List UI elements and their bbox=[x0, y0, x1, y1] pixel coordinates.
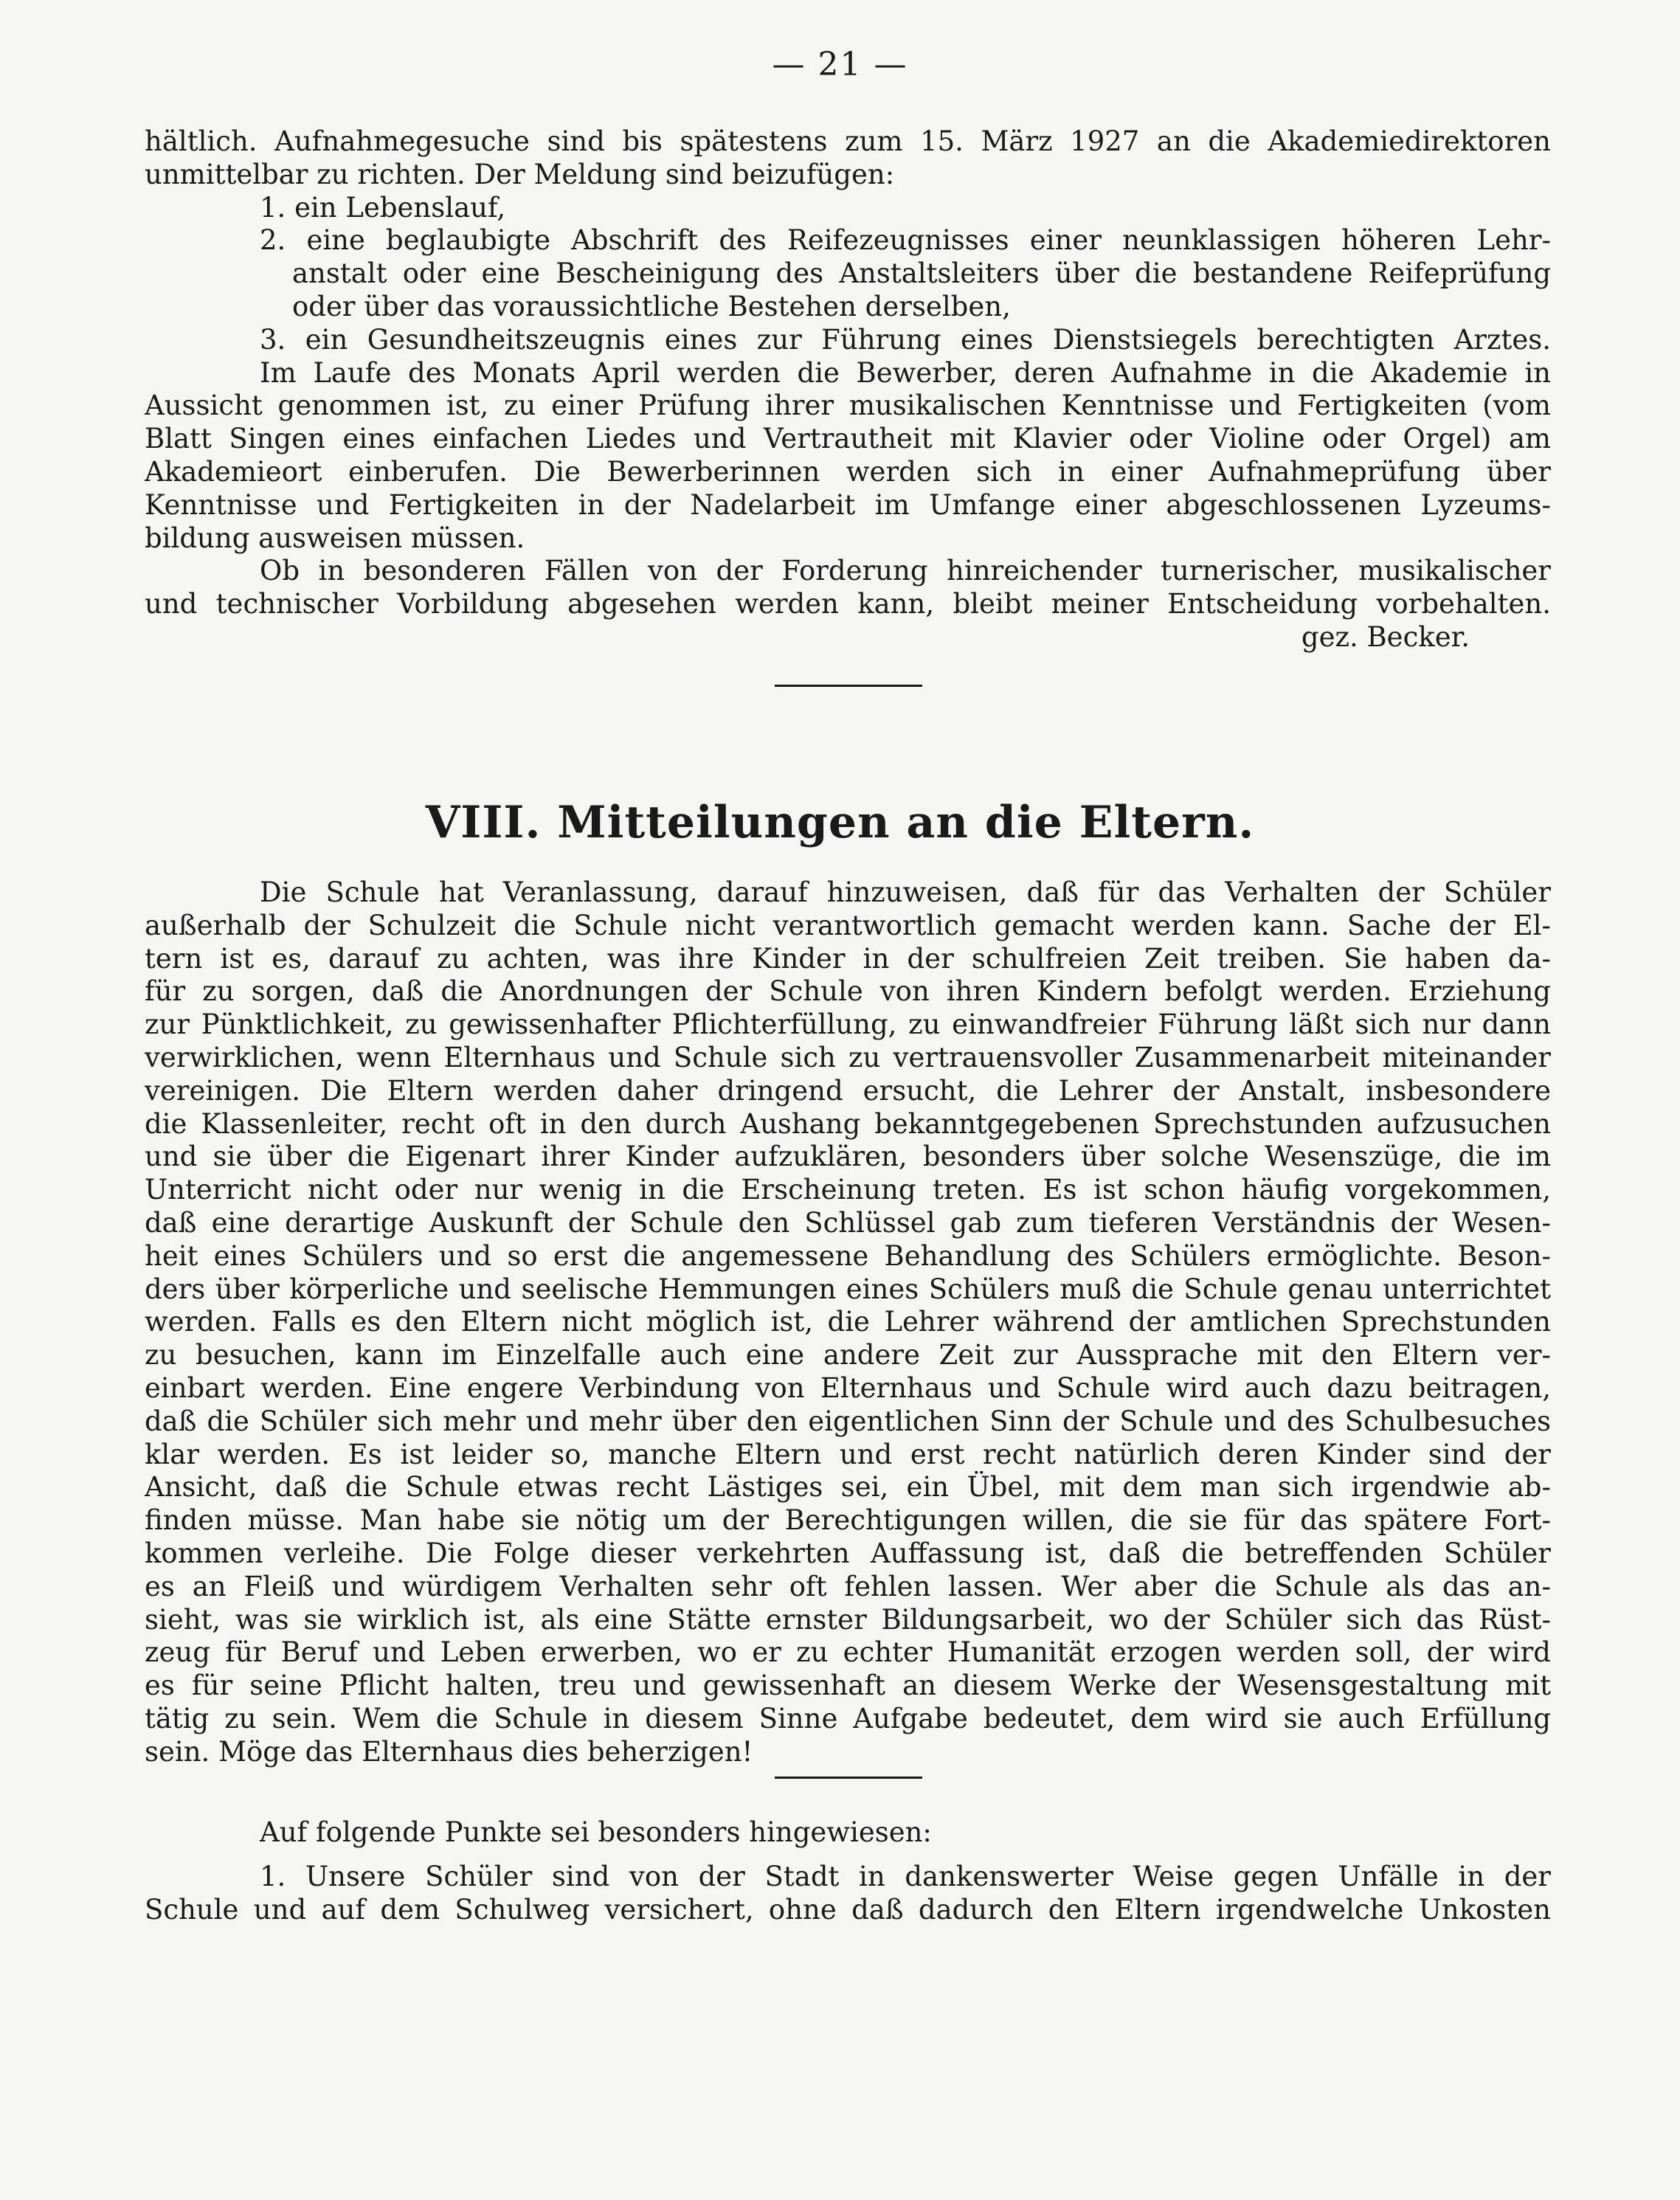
text-line: verwirklichen, wenn Elternhaus und Schule sich zu vertrauensvoller Zusammenarbeit miteinander bbox=[145, 1041, 1551, 1073]
text-line: Unterricht nicht oder nur wenig in die Erscheinung treten. Es ist schon häufig vorgekommen, bbox=[145, 1174, 1551, 1206]
text-line: zu besuchen, kann im Einzelfalle auch eine andere Zeit zur Aussprache mit den Eltern ver- bbox=[145, 1339, 1551, 1371]
text-line: werden. Falls es den Eltern nicht möglich ist, die Lehrer während der amtlichen Sprechstunden bbox=[145, 1306, 1551, 1338]
text-line: es an Fleiß und würdigem Verhalten sehr oft fehlen lassen. Wer aber die Schule als das an- bbox=[145, 1570, 1551, 1602]
point-1-paragraph bbox=[145, 1861, 1551, 1927]
section-heading: VIII. Mitteilungen an die Eltern. bbox=[425, 797, 1255, 848]
text-line: außerhalb der Schulzeit die Schule nicht verantwortlich gemacht werden kann. Sache der El- bbox=[145, 909, 1551, 941]
text-line: hältlich. Aufnahmegesuche sind bis spätestens zum 15. März 1927 an die Akademiedirektoren bbox=[145, 125, 1551, 157]
text-line: Ansicht, daß die Schule etwas recht Lästiges sei, ein Übel, mit dem man sich irgendwie ab- bbox=[145, 1471, 1551, 1504]
text-line: Akademieort einberufen. Die Bewerberinnen werden sich in einer Aufnahmeprüfung über bbox=[145, 455, 1551, 488]
text-line: anstalt oder eine Bescheinigung des Anstaltsleiters über die bestandene Reifeprüfung bbox=[292, 257, 1551, 290]
text-line: die Klassenleiter, recht oft in den durch Aushang bekanntgegebenen Sprechstunden aufzusuchen bbox=[145, 1107, 1551, 1140]
text-line: unmittelbar zu richten. Der Meldung sind beizufügen: bbox=[145, 158, 895, 190]
text-line: 3. ein Gesundheitszeugnis eines zur Führung eines Dienstsiegels berechtigten Arztes. bbox=[260, 323, 1551, 356]
admission-requirements-section bbox=[145, 125, 1551, 654]
section-divider-2 bbox=[775, 1777, 922, 1779]
text-line: zur Pünktlichkeit, zu gewissenhafter Pflichterfüllung, zu einwandfreier Führung läßt sich nur dann bbox=[145, 1009, 1551, 1041]
text-line: oder über das voraussichtliche Bestehen derselben, bbox=[292, 290, 1011, 322]
text-line: Die Schule hat Veranlassung, darauf hinzuweisen, daß für das Verhalten der Schüler bbox=[260, 876, 1551, 908]
text-line: Blatt Singen eines einfachen Liedes und Vertrautheit mit Klavier oder Violine oder Orgel) am bbox=[145, 423, 1551, 455]
text-line: sein. Möge das Elternhaus dies beherzigen! bbox=[145, 1735, 753, 1768]
text-line: sieht, was sie wirklich ist, als eine Stätte ernster Bildungsarbeit, wo der Schüler sich das Rüst- bbox=[145, 1603, 1551, 1636]
page-number: — 21 — bbox=[772, 46, 908, 83]
text-line: bildung ausweisen müssen. bbox=[145, 522, 525, 554]
text-line: zeug für Beruf und Leben erwerben, wo er zu echter Humanität erzogen werden soll, der wird bbox=[145, 1636, 1551, 1669]
text-line: einbart werden. Eine engere Verbindung von Elternhaus und Schule wird auch dazu beitragen, bbox=[145, 1371, 1551, 1404]
text-line: gez. Becker. bbox=[1301, 620, 1470, 653]
text-line: Kenntnisse und Fertigkeiten in der Nadelarbeit im Umfange einer abgeschlossenen Lyzeums- bbox=[145, 488, 1551, 521]
text-line: Aussicht genommen ist, zu einer Prüfung ihrer musikalischen Kenntnisse und Fertigkeiten (vom bbox=[145, 390, 1551, 422]
text-line: und sie über die Eigenart ihrer Kinder aufzuklären, besonders über solche Wesenszüge, die im bbox=[145, 1141, 1551, 1173]
text-line: finden müsse. Man habe sie nötig um der Berechtigungen willen, die sie für das spätere Fort- bbox=[145, 1504, 1551, 1537]
text-line: 1. ein Lebenslauf, bbox=[260, 191, 506, 224]
text-line: kommen verleihe. Die Folge dieser verkehrten Auffassung ist, daß die betreffenden Schüler bbox=[145, 1537, 1551, 1569]
text-line: heit eines Schülers und so erst die angemessene Behandlung des Schülers ermöglichte. Beson- bbox=[145, 1239, 1551, 1272]
text-line: klar werden. Es ist leider so, manche Eltern und erst recht natürlich deren Kinder sind der bbox=[145, 1438, 1551, 1470]
text-line: Schule und auf dem Schulweg versichert, ohne daß dadurch den Eltern irgendwelche Unkosten bbox=[145, 1893, 1551, 1926]
text-line: 1. Unsere Schüler sind von der Stadt in dankenswerter Weise gegen Unfälle in der bbox=[260, 1861, 1551, 1892]
text-line: und technischer Vorbildung abgesehen werden kann, bleibt meiner Entscheidung vorbehalten. bbox=[145, 588, 1551, 620]
points-intro bbox=[145, 1816, 1551, 1850]
text-line: 2. eine beglaubigte Abschrift des Reifezeugnisses einer neunklassigen höheren Lehr- bbox=[260, 224, 1551, 257]
text-line: Auf folgende Punkte sei besonders hingewiesen: bbox=[260, 1816, 932, 1848]
section-divider bbox=[775, 685, 922, 687]
text-line: Im Laufe des Monats April werden die Bewerber, deren Aufnahme in die Akademie in bbox=[260, 356, 1551, 389]
text-line: tätig zu sein. Wem die Schule in diesem Sinne Aufgabe bedeutet, dem wird sie auch Erfüllung bbox=[145, 1702, 1551, 1734]
parents-notice-paragraph bbox=[145, 876, 1551, 1769]
text-line: ders über körperliche und seelische Hemmungen eines Schülers muß die Schule genau unterrichtet bbox=[145, 1273, 1551, 1305]
text-line: vereinigen. Die Eltern werden daher dringend ersucht, die Lehrer der Anstalt, insbesondere bbox=[145, 1074, 1551, 1107]
text-line: Ob in besonderen Fällen von der Forderung hinreichender turnerischer, musikalischer bbox=[260, 555, 1551, 587]
text-line: daß eine derartige Auskunft der Schule den Schlüssel gab zum tieferen Verständnis der Wesen- bbox=[145, 1206, 1551, 1239]
text-line: es für seine Pflicht halten, treu und gewissenhaft an diesem Werke der Wesensgestaltung mit bbox=[145, 1670, 1551, 1702]
text-line: für zu sorgen, daß die Anordnungen der Schule von ihren Kindern befolgt werden. Erziehung bbox=[145, 975, 1551, 1008]
text-line: tern ist es, darauf zu achten, was ihre Kinder in der schulfreien Zeit treiben. Sie haben da- bbox=[145, 942, 1551, 975]
text-line: daß die Schüler sich mehr und mehr über den eigentlichen Sinn der Schule und des Schulbesuches bbox=[145, 1405, 1551, 1437]
